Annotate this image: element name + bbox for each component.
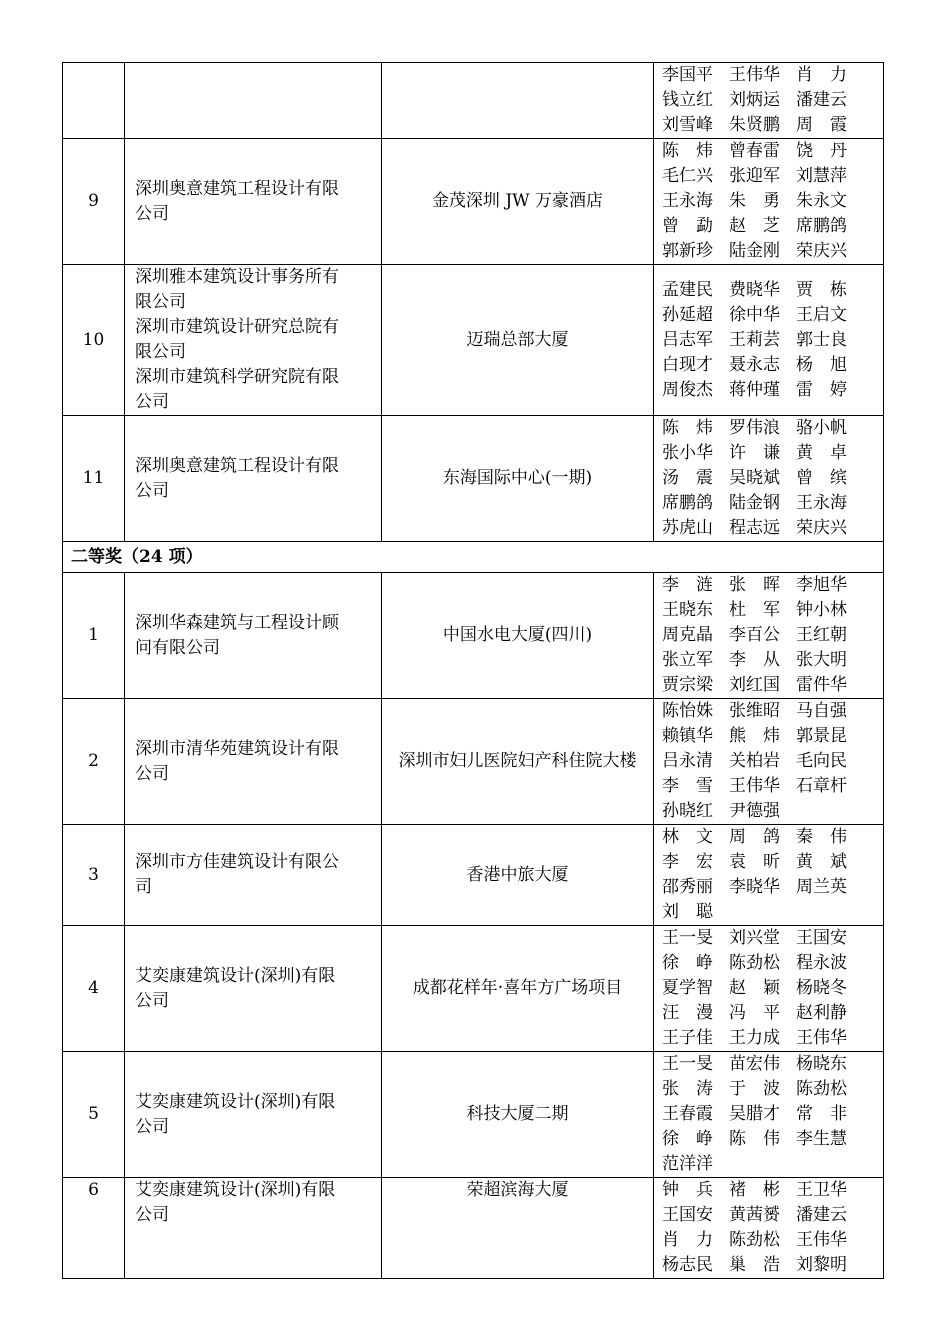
person-name: 郭景昆 [796, 726, 847, 746]
person-name: 张迎军 [729, 166, 780, 186]
table-row [63, 416, 884, 542]
person-name: 雷件华 [796, 675, 847, 695]
people-line [662, 378, 879, 403]
company-cell [125, 139, 382, 265]
row-number: 3 [63, 825, 125, 926]
person-name: 孙延超 [662, 304, 713, 325]
company-name-line: 公司 [135, 392, 169, 412]
row-number: 11 [63, 416, 125, 542]
person-name: 张小华 [662, 443, 713, 463]
person-name: 黄茜赟 [729, 1205, 780, 1225]
person-name: 王国安 [796, 928, 847, 948]
person-name: 陈怡姝 [662, 701, 713, 721]
person-name: 王一旻 [662, 1054, 713, 1074]
company-name-line: 深圳奥意建筑工程设计有限 [135, 178, 339, 199]
people-line [662, 1228, 879, 1253]
people-line [662, 88, 879, 113]
person-name: 黄 卓 [796, 443, 847, 463]
people-line [662, 850, 879, 875]
person-name: 张维昭 [729, 701, 780, 721]
person-name: 王永海 [796, 493, 847, 513]
person-name: 吕志军 [662, 329, 713, 350]
person-name: 徐中华 [729, 304, 780, 325]
table-row [63, 63, 884, 139]
person-name: 陈 伟 [729, 1129, 780, 1149]
person-name: 赵 芝 [729, 216, 780, 236]
table-row [63, 573, 884, 699]
person-name: 石章杆 [796, 776, 847, 796]
people-line [662, 598, 879, 623]
person-name: 徐 峥 [662, 1129, 713, 1149]
project-name: 金茂深圳 JW 万豪酒店 [382, 139, 654, 265]
person-name: 罗伟浪 [729, 418, 780, 438]
company-name-line: 公司 [135, 763, 169, 784]
project-name: 香港中旅大厦 [382, 825, 654, 926]
person-name: 王伟华 [796, 1028, 847, 1048]
people-line [662, 825, 879, 850]
people-line [662, 699, 879, 724]
person-name: 袁 昕 [729, 852, 780, 872]
people-line [662, 875, 879, 900]
person-name: 陈 炜 [662, 418, 713, 438]
person-name: 刘炳运 [729, 90, 780, 110]
company-name-line: 限公司 [135, 342, 186, 362]
company-name-line: 公司 [135, 990, 169, 1011]
people-line [662, 214, 879, 239]
person-name: 夏学智 [662, 978, 713, 998]
person-name: 孙晓红 [662, 801, 713, 821]
person-name: 刘雪峰 [662, 115, 713, 135]
person-name: 周兰英 [796, 877, 847, 897]
people-line [662, 1026, 879, 1051]
people-line [662, 900, 879, 925]
company-cell [125, 1052, 382, 1178]
project-name: 荣超滨海大厦 [382, 1178, 654, 1279]
person-name: 尹德强 [729, 801, 780, 821]
person-name: 陆金刚 [729, 241, 780, 261]
people-cell [654, 926, 884, 1052]
person-name: 朱 勇 [729, 191, 780, 211]
person-name: 蒋仲瑾 [729, 379, 780, 400]
person-name: 王伟华 [729, 776, 780, 796]
company-cell [125, 1178, 382, 1279]
person-name: 杨晓冬 [796, 978, 847, 998]
people-line [662, 303, 879, 328]
people-line [662, 1077, 879, 1102]
person-name: 李 宏 [662, 852, 713, 872]
project-name: 中国水电大厦(四川) [382, 573, 654, 699]
person-name: 毛向民 [796, 751, 847, 771]
person-name: 李 涟 [662, 575, 713, 595]
person-name: 李生慧 [796, 1129, 847, 1149]
person-name: 王卫华 [796, 1180, 847, 1200]
person-name: 程志远 [729, 518, 780, 538]
person-name: 王春霞 [662, 1104, 713, 1124]
person-name: 郭士良 [796, 329, 847, 350]
table-row [63, 1178, 884, 1279]
people-line [662, 239, 879, 264]
person-name: 席鹏鸽 [796, 216, 847, 236]
people-line [662, 976, 879, 1001]
company-name-line: 深圳市清华苑建筑设计有限 [135, 738, 339, 759]
person-name: 汤 震 [662, 468, 713, 488]
table-row [63, 139, 884, 265]
company-cell [125, 63, 382, 139]
row-number: 2 [63, 699, 125, 825]
company-name-line: 公司 [135, 1205, 169, 1225]
people-line [662, 189, 879, 214]
person-name: 席鹏鸽 [662, 493, 713, 513]
people-cell [654, 63, 884, 139]
people-line [662, 623, 879, 648]
person-name: 曾 缤 [796, 468, 847, 488]
person-name: 程永波 [796, 953, 847, 973]
table-row [63, 1052, 884, 1178]
person-name: 王永海 [662, 191, 713, 211]
person-name: 张 涛 [662, 1079, 713, 1099]
person-name: 张立军 [662, 650, 713, 670]
person-name: 陈 炜 [662, 141, 713, 161]
person-name: 饶 丹 [796, 141, 847, 161]
people-line [662, 724, 879, 749]
company-name-line: 深圳华森建筑与工程设计顾 [135, 612, 339, 633]
person-name: 孟建民 [662, 279, 713, 300]
person-name: 张大明 [796, 650, 847, 670]
person-name: 冯 平 [729, 1003, 780, 1023]
people-line [662, 1127, 879, 1152]
person-name: 钱立红 [662, 90, 713, 110]
project-name [382, 63, 654, 139]
person-name: 郭新珍 [662, 241, 713, 261]
person-name: 褚 彬 [729, 1180, 780, 1200]
people-cell [654, 573, 884, 699]
people-cell [654, 265, 884, 416]
people-cell [654, 699, 884, 825]
company-cell [125, 573, 382, 699]
row-number: 5 [63, 1052, 125, 1178]
people-line [662, 416, 879, 441]
company-name-line: 深圳市建筑设计研究总院有 [135, 317, 339, 337]
person-name: 骆小帆 [796, 418, 847, 438]
person-name: 赵利静 [796, 1003, 847, 1023]
person-name: 雷 婷 [796, 379, 847, 400]
people-line [662, 573, 879, 598]
table-row [63, 699, 884, 825]
people-line [662, 774, 879, 799]
people-line [662, 1052, 879, 1077]
person-name: 王伟华 [729, 65, 780, 85]
person-name: 常 非 [796, 1104, 847, 1124]
person-name: 熊 炜 [729, 726, 780, 746]
company-name-line: 限公司 [135, 292, 186, 312]
people-line [662, 491, 879, 516]
person-name: 杜 军 [729, 600, 780, 620]
person-name: 荣庆兴 [796, 518, 847, 538]
people-line [662, 1001, 879, 1026]
people-line [662, 139, 879, 164]
person-name: 王莉芸 [729, 329, 780, 350]
person-name: 李 从 [729, 650, 780, 670]
people-line [662, 1102, 879, 1127]
person-name: 于 波 [729, 1079, 780, 1099]
person-name: 关柏岩 [729, 751, 780, 771]
person-name: 刘黎明 [796, 1255, 847, 1275]
people-line [662, 1152, 879, 1177]
person-name: 费晓华 [729, 279, 780, 300]
company-name-line: 艾奕康建筑设计(深圳)有限 [135, 1180, 336, 1200]
company-name-line: 深圳雅本建筑设计事务所有 [135, 267, 339, 287]
person-name: 刘慧萍 [796, 166, 847, 186]
people-cell [654, 139, 884, 265]
people-line [662, 63, 879, 88]
person-name: 杨 旭 [796, 354, 847, 375]
person-name: 周克晶 [662, 625, 713, 645]
people-line [662, 278, 879, 303]
person-name: 赖镇华 [662, 726, 713, 746]
person-name: 王启文 [796, 304, 847, 325]
section-title: 二等奖（24 项） [63, 542, 884, 573]
people-line [662, 164, 879, 189]
person-name: 刘兴堂 [729, 928, 780, 948]
person-name: 陈劲松 [729, 953, 780, 973]
person-name: 肖 力 [662, 1230, 713, 1250]
awards-table [62, 62, 884, 1279]
company-name-line: 深圳奥意建筑工程设计有限 [135, 455, 339, 476]
person-name: 周俊杰 [662, 379, 713, 400]
person-name: 吕永清 [662, 751, 713, 771]
person-name: 徐 峥 [662, 953, 713, 973]
person-name: 陆金钢 [729, 493, 780, 513]
table-row [63, 265, 884, 416]
person-name: 白现才 [662, 354, 713, 375]
project-name: 深圳市妇儿医院妇产科住院大楼 [382, 699, 654, 825]
person-name: 朱永文 [796, 191, 847, 211]
company-cell [125, 416, 382, 542]
person-name: 李 雪 [662, 776, 713, 796]
section-header-row [63, 542, 884, 573]
person-name: 刘 聪 [662, 902, 713, 922]
people-line [662, 328, 879, 353]
company-name-line: 问有限公司 [135, 637, 220, 658]
person-name: 曾春雷 [729, 141, 780, 161]
people-line [662, 926, 879, 951]
company-name-line: 深圳市建筑科学研究院有限 [135, 367, 339, 387]
company-name-line: 深圳市方佳建筑设计有限公 [135, 852, 339, 872]
company-cell [125, 926, 382, 1052]
person-name: 贾 栋 [796, 279, 847, 300]
people-cell [654, 416, 884, 542]
project-name: 成都花样年·喜年方广场项目 [382, 926, 654, 1052]
person-name: 杨志民 [662, 1255, 713, 1275]
person-name: 许 谦 [729, 443, 780, 463]
project-name: 东海国际中心(一期) [382, 416, 654, 542]
table-row [63, 825, 884, 926]
person-name: 陈劲松 [796, 1079, 847, 1099]
person-name: 杨晓东 [796, 1054, 847, 1074]
person-name: 周 鸽 [729, 827, 780, 847]
person-name: 王伟华 [796, 1230, 847, 1250]
person-name: 黄 斌 [796, 852, 847, 872]
company-name-line: 艾奕康建筑设计(深圳)有限 [135, 1091, 336, 1112]
person-name: 范洋洋 [662, 1154, 713, 1174]
project-name: 迈瑞总部大厦 [382, 265, 654, 416]
person-name: 陈劲松 [729, 1230, 780, 1250]
person-name: 毛仁兴 [662, 166, 713, 186]
people-line [662, 353, 879, 378]
person-name: 吴腊才 [729, 1104, 780, 1124]
person-name: 秦 伟 [796, 827, 847, 847]
person-name: 聂永志 [729, 354, 780, 375]
person-name: 邵秀丽 [662, 877, 713, 897]
company-name-line: 艾奕康建筑设计(深圳)有限 [135, 965, 336, 986]
people-line [662, 951, 879, 976]
person-name: 李旭华 [796, 575, 847, 595]
project-name: 科技大厦二期 [382, 1052, 654, 1178]
person-name: 王红朝 [796, 625, 847, 645]
company-cell [125, 699, 382, 825]
company-cell [125, 265, 382, 416]
person-name: 钟 兵 [662, 1180, 713, 1200]
person-name: 林 文 [662, 827, 713, 847]
person-name: 苗宏伟 [729, 1054, 780, 1074]
row-number: 10 [63, 265, 125, 416]
person-name: 赵 颖 [729, 978, 780, 998]
table-row [63, 926, 884, 1052]
company-name-line: 公司 [135, 203, 169, 224]
people-line [662, 673, 879, 698]
person-name: 刘红国 [729, 675, 780, 695]
person-name: 张 晖 [729, 575, 780, 595]
person-name: 王国安 [662, 1205, 713, 1225]
awards-table-body [63, 63, 884, 1279]
people-cell [654, 1178, 884, 1279]
person-name: 王晓东 [662, 600, 713, 620]
row-number [63, 63, 125, 139]
person-name: 马自强 [796, 701, 847, 721]
people-line [662, 516, 879, 541]
company-name-line: 公司 [135, 1116, 169, 1137]
company-name-line: 司 [135, 877, 152, 897]
company-name-line: 公司 [135, 480, 169, 501]
person-name: 钟小林 [796, 600, 847, 620]
person-name: 王子佳 [662, 1028, 713, 1048]
row-number: 4 [63, 926, 125, 1052]
person-name: 潘建云 [796, 1205, 847, 1225]
people-line [662, 441, 879, 466]
person-name: 王一旻 [662, 928, 713, 948]
person-name: 李国平 [662, 65, 713, 85]
person-name: 李百公 [729, 625, 780, 645]
people-line [662, 648, 879, 673]
company-cell [125, 825, 382, 926]
person-name: 贾宗梁 [662, 675, 713, 695]
people-line [662, 1178, 879, 1203]
row-number: 1 [63, 573, 125, 699]
person-name: 汪 漫 [662, 1003, 713, 1023]
people-line [662, 799, 879, 824]
people-cell [654, 1052, 884, 1178]
people-line [662, 749, 879, 774]
people-cell [654, 825, 884, 926]
person-name: 朱贤鹏 [729, 115, 780, 135]
person-name: 周 霞 [796, 115, 847, 135]
person-name: 肖 力 [796, 65, 847, 85]
person-name: 李晓华 [729, 877, 780, 897]
row-number: 6 [63, 1178, 125, 1279]
person-name: 曾 勐 [662, 216, 713, 236]
people-line [662, 113, 879, 138]
person-name: 潘建云 [796, 90, 847, 110]
people-line [662, 1203, 879, 1228]
person-name: 苏虎山 [662, 518, 713, 538]
person-name: 巢 浩 [729, 1255, 780, 1275]
person-name: 吴晓斌 [729, 468, 780, 488]
person-name: 王力成 [729, 1028, 780, 1048]
people-line [662, 466, 879, 491]
people-line [662, 1253, 879, 1278]
row-number: 9 [63, 139, 125, 265]
person-name: 荣庆兴 [796, 241, 847, 261]
